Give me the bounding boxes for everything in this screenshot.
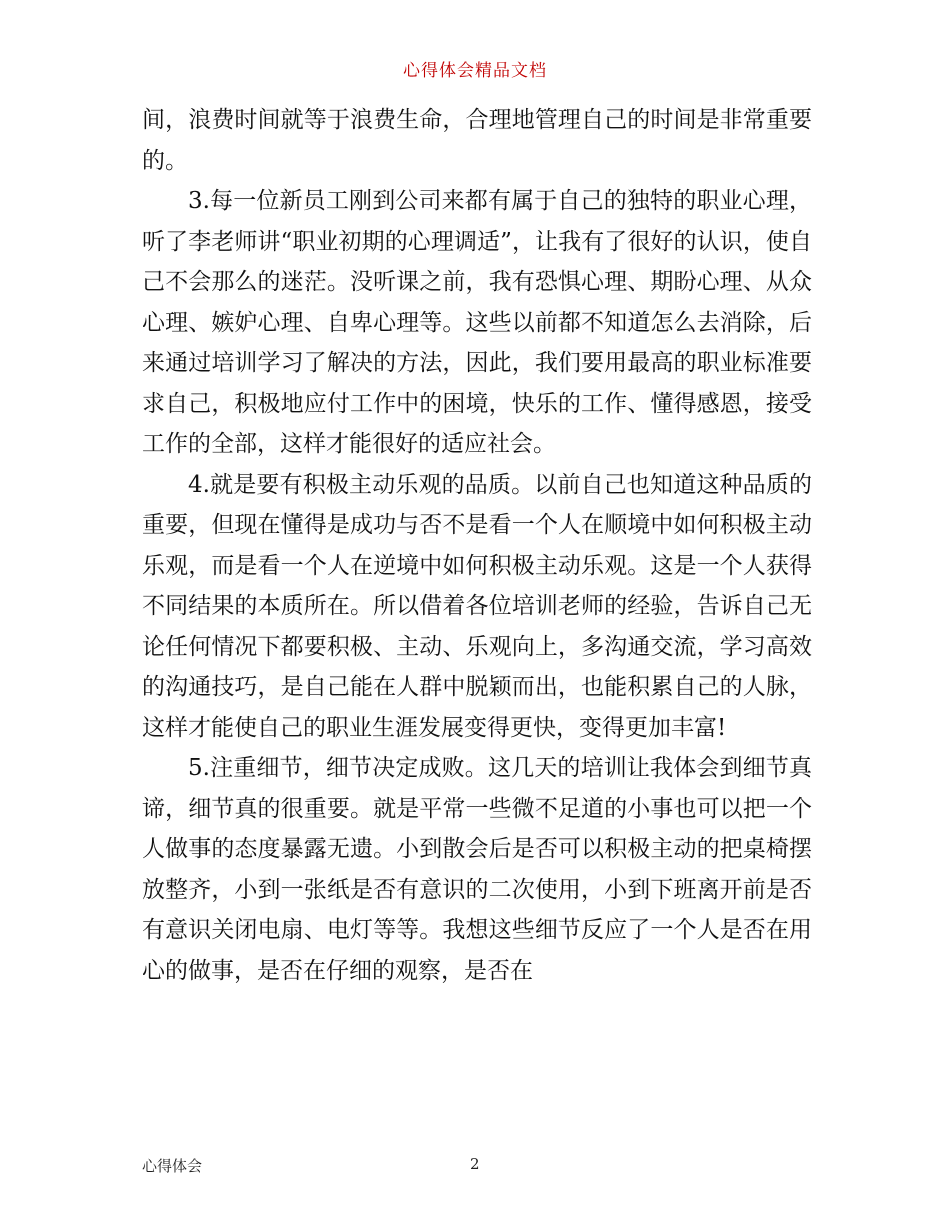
page-header-title: 心得体会精品文档 (403, 61, 547, 81)
paragraph-continuation: 间，浪费时间就等于浪费生命，合理地管理自己的时间是非常重要的。 (142, 107, 812, 174)
document-body (142, 100, 812, 991)
footer-label: 心得体会 (142, 1157, 203, 1175)
paragraph-item-5: 5.注重细节，细节决定成败。这几天的培训让我体会到细节真谛，细节真的很重要。就是平常一些微不足道的小事也可以把一个人做事的态度暴露无遗。小到散会后是否可以积极主动的把桌椅摆放整齐，小到一张纸是否有意识的二次使用，小到下班离开前是否有意识关闭电扇、电灯等等。我想这些细节反应了一个人是否在用心的做事，是否在仔细的观察，是否在 (142, 755, 812, 984)
paragraph-item-4: 4.就是要有积极主动乐观的品质。以前自己也知道这种品质的重要，但现在懂得是成功与否不是看一个人在顺境中如何积极主动乐观，而是看一个人在逆境中如何积极主动乐观。这是一个人获得不同结果的本质所在。所以借着各位培训老师的经验，告诉自己无论任何情况下都要积极、主动、乐观向上，多沟通交流，学习高效的沟通技巧，是自己能在人群中脱颖而出，也能积累自己的人脉，这样才能使自己的职业生涯发展变得更快，变得更加丰富! (142, 471, 812, 741)
page-number: 2 (470, 1155, 480, 1173)
paragraph-item-3: 3.每一位新员工刚到公司来都有属于自己的独特的职业心理，听了李老师讲“职业初期的心理调适”，让我有了很好的认识，使自己不会那么的迷茫。没听课之前，我有恐惧心理、期盼心理、从众心理、嫉妒心理、自卑心理等。这些以前都不知道怎么去消除，后来通过培训学习了解决的方法，因此，我们要用最高的职业标准要求自己，积极地应付工作中的困境，快乐的工作、懂得感恩，接受工作的全部，这样才能很好的适应社会。 (142, 188, 812, 457)
